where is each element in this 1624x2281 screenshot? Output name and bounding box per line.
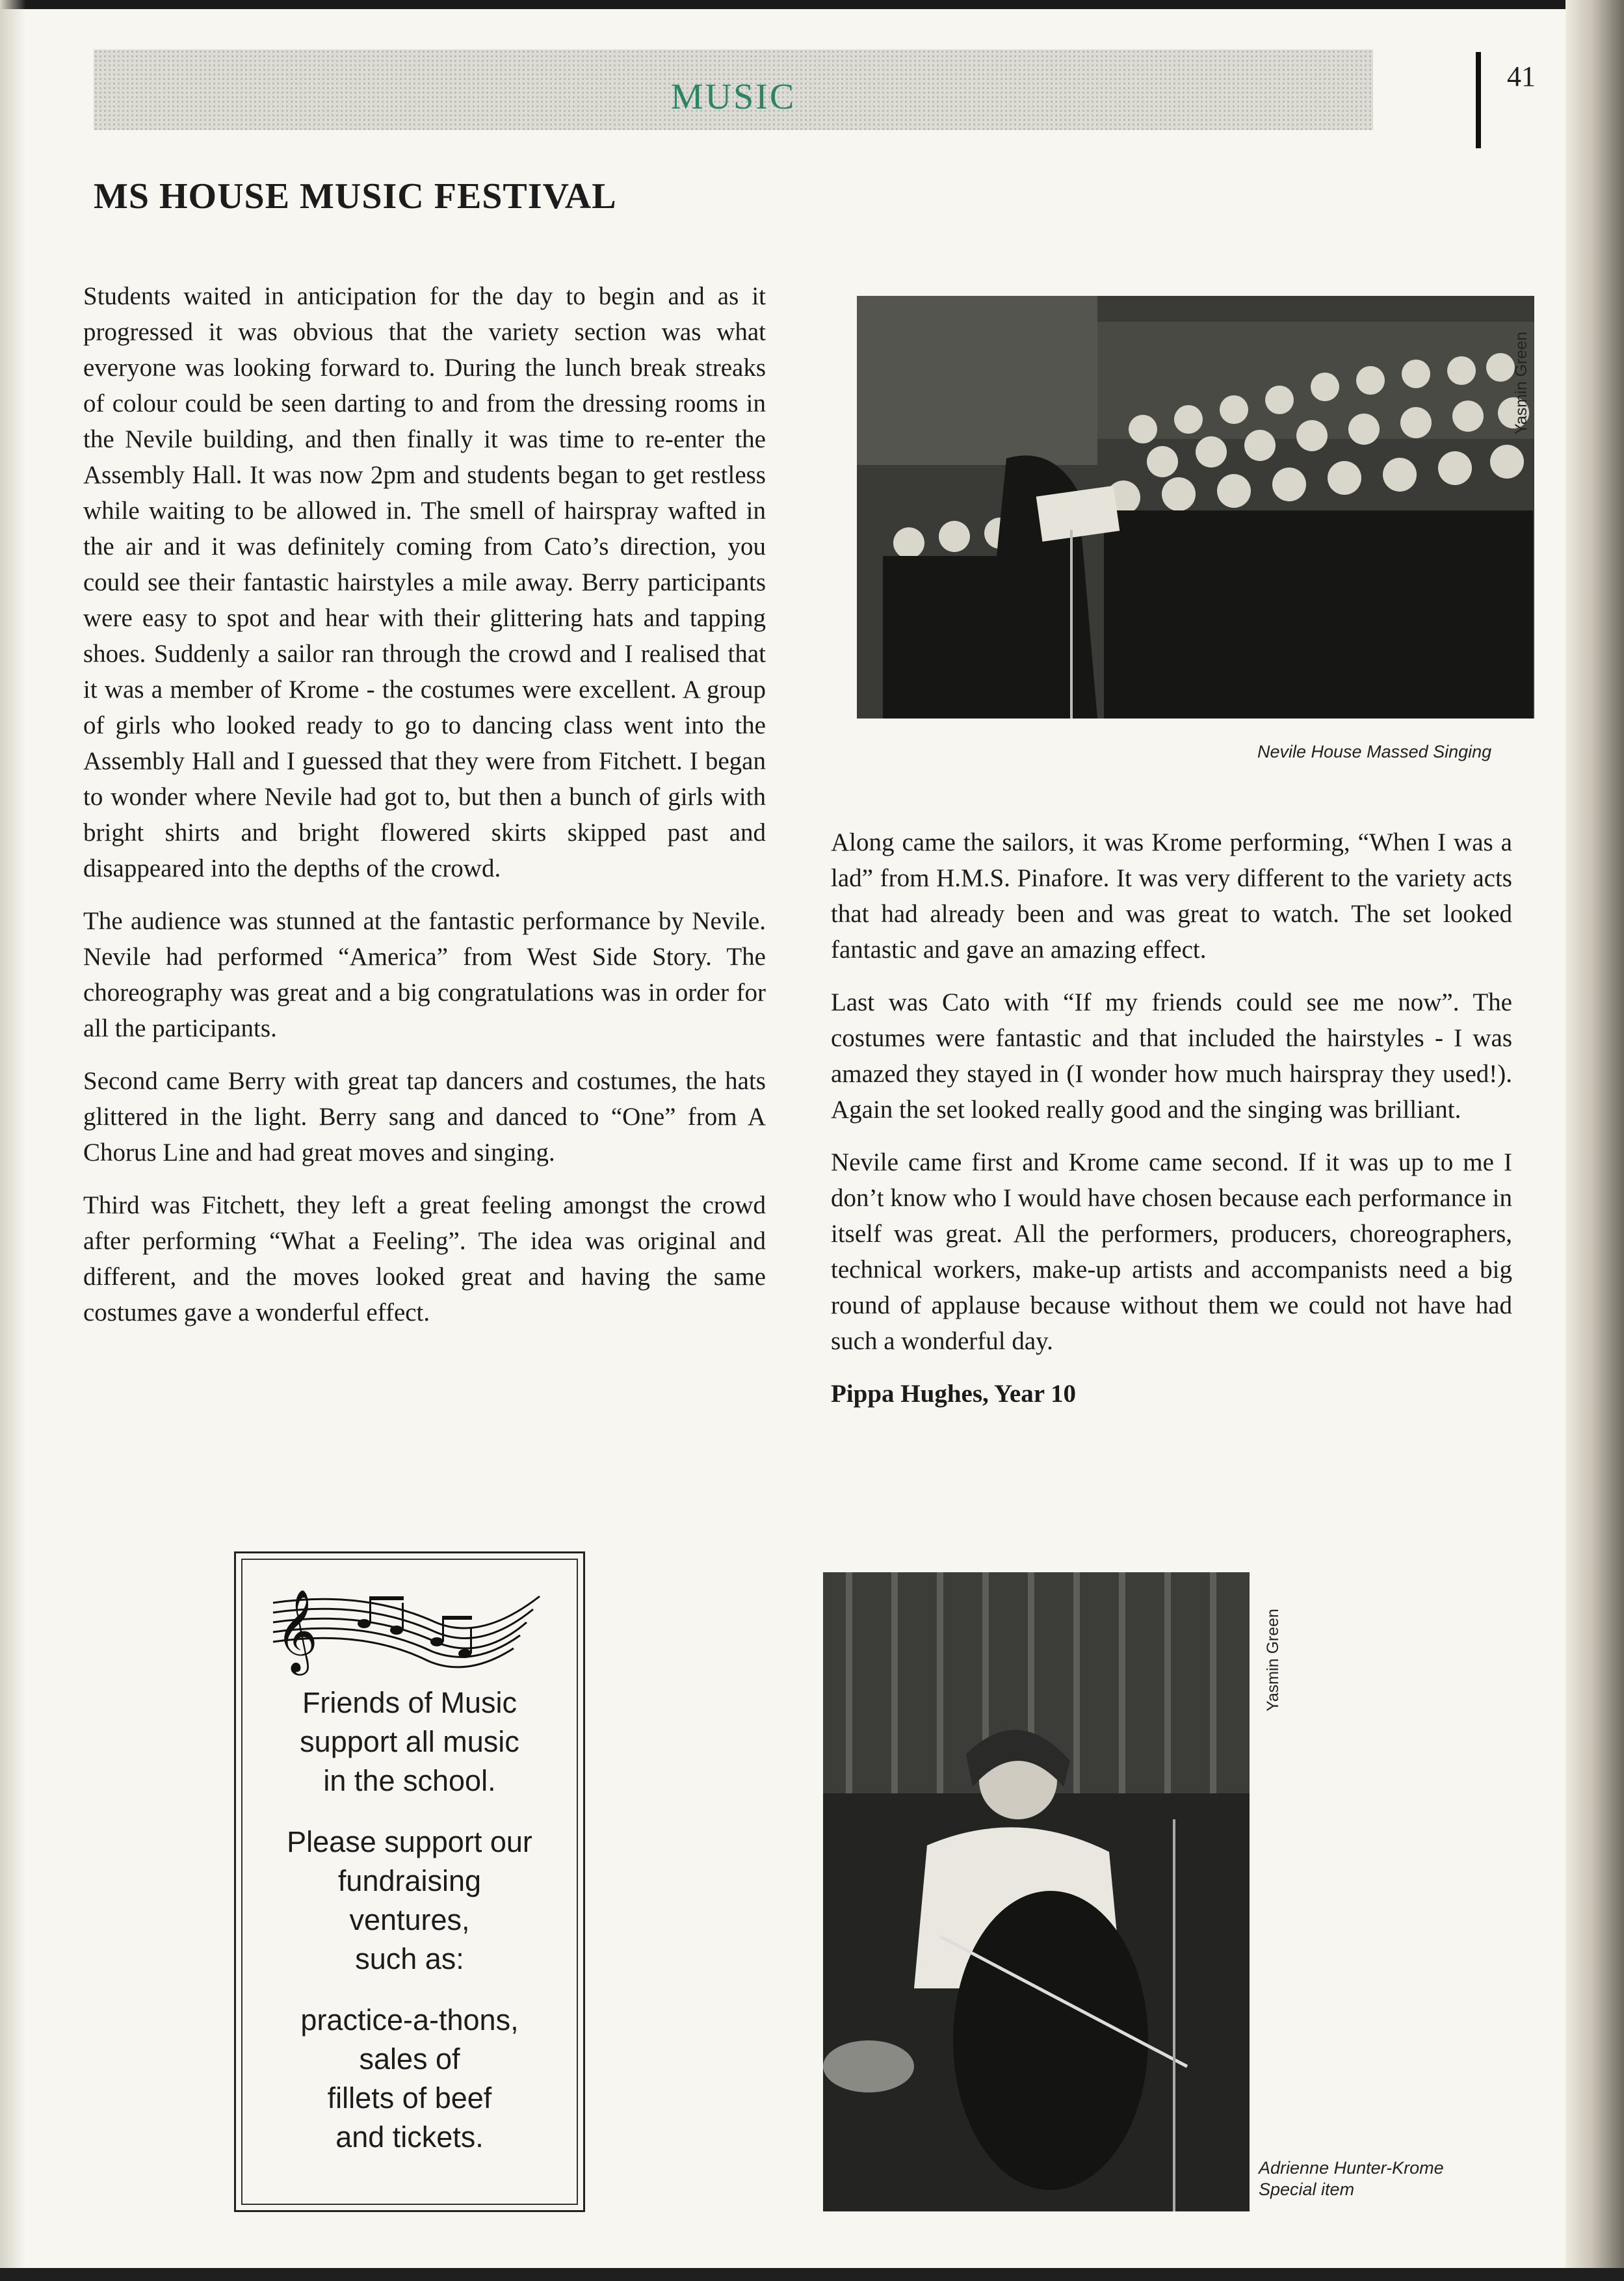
page-right-edge [1565,0,1624,2281]
page-gutter-shadow [0,0,26,2281]
article-column-right [831,824,1512,1429]
friends-of-music-advert [234,1551,585,2212]
cellist-caption-item: Special item [1259,2180,1355,2199]
cellist-caption-name: Adrienne Hunter-Krome [1259,2158,1444,2178]
article-paragraph: Students waited in anticipation for the day to begin and as it progressed it was obvious that the variety section was what everyone was looking forward to. During the lunch break streaks of colour could be seen darting to and from the dressing rooms in the Nevile building, and then finally it was time to re-enter the Assembly Hall. It was now 2pm and students began to get restless while waiting to be allowed in. The smell of hairspray wafted in the air and it was definitely coming from Cato’s direction, you could see their fantastic hairstyles a mile away. Berry participants were easy to spot and hear with their glittering hats and tapping shoes. Suddenly a sailor ran through the crowd and I realised that it was a member of Krome - the costumes were excellent. A group of girls who looked ready to go to dancing class went into the Assembly Hall and I guessed that they were from Fitchett. I began to wonder where Nevile had got to, but then a bunch of girls with bright shirts and bright flowered skirts skipped past and disappeared into the depths of the crowd. [83,282,766,882]
page-bottom-edge [0,2268,1624,2281]
article-byline: Pippa Hughes, Year 10 [831,1380,1077,1408]
advert-line: such as: [355,1942,464,1975]
article-paragraph: The audience was stunned at the fantastic performance by Nevile. Nevile had performed “America” from West Side Story. The choreography was great and a big congratulations was in order for all the participants. [83,907,766,1042]
choir-photo-caption: Nevile House Massed Singing [1257,742,1492,761]
music-staff-icon [267,1577,553,1681]
article-column-left [83,278,766,1347]
advert-line: and tickets. [335,2120,484,2154]
advert-line: Friends of Music [302,1686,517,1719]
svg-text:𝄞: 𝄞 [276,1589,319,1672]
advert-line: ventures, [349,1903,470,1936]
article-paragraph: Third was Fitchett, they left a great feeling amongst the crowd after performing “What a Feeling”. The idea was original and different, and the moves looked great and having the same costumes gave a wonderful effect. [83,1191,766,1326]
section-title: MUSIC [670,77,796,117]
advert-intro [267,1683,553,1800]
advert-line: support all music [300,1725,519,1758]
choir-photo-illustration [857,296,1534,719]
advert-line: fillets of beef [327,2081,492,2115]
advert-line: sales of [359,2042,460,2076]
choir-photo [857,296,1534,719]
advert-appeal [267,1823,553,1979]
advert-inner-frame [241,1559,578,2205]
cellist-photo-illustration [823,1572,1250,2211]
advert-line: fundraising [337,1864,482,1897]
advert-line: Please support our [287,1825,532,1858]
article-paragraph: Last was Cato with “If my friends could see me now”. The costumes were fantastic and that included the hairstyles - I was amazed they stayed in (I wonder how much hairspray they used!). Again the set looked really good and the singing was brilliant. [831,988,1512,1124]
article-title: MS HOUSE MUSIC FESTIVAL [94,176,617,217]
page-top-edge [0,0,1624,9]
article-paragraph: Nevile came first and Krome came second. If it was up to me I don’t know who I would have chosen because each performance in itself was great. All the performers, producers, choreographers, technical workers, make-up artists and accompanists need a big round of applause because without them we could not have had such a wonderful day. [831,1148,1512,1355]
page-number-rule [1476,52,1481,148]
page-number: 41 [1507,60,1536,92]
advert-examples [267,2001,553,2157]
article-paragraph: Along came the sailors, it was Krome performing, “When I was a lad” from H.M.S. Pinafore. It was very different to the variety acts that had already been and was great to watch. The set looked fantastic and gave an amazing effect. [831,828,1512,964]
advert-line: practice-a-thons, [300,2003,519,2037]
section-banner [94,49,1373,130]
choir-photo-credit: Yasmin Green [1512,332,1530,434]
cellist-photo [823,1572,1250,2211]
article-paragraph: Second came Berry with great tap dancers and costumes, the hats glittered in the light. Berry sang and danced to “One” from A Chorus Line and had great moves and singing. [83,1067,766,1167]
cellist-photo-caption [1259,2157,1444,2200]
cellist-photo-credit: Yasmin Green [1264,1609,1282,1711]
advert-line: in the school. [323,1764,496,1797]
